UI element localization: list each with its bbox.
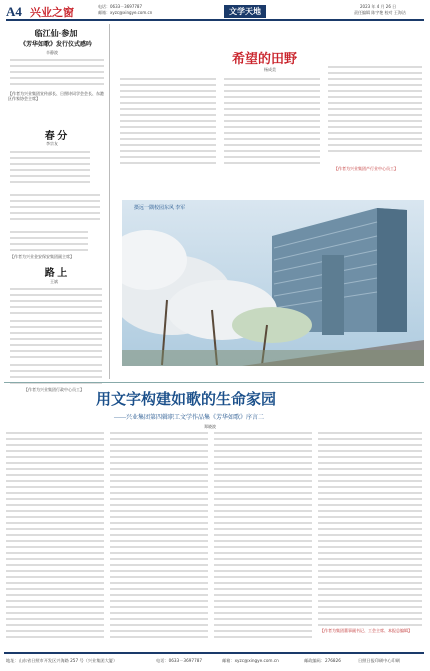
road-body-c	[10, 362, 102, 384]
footer-zip: 邮政编码：276826	[304, 658, 341, 663]
email-line: 邮箱：xyzc@xingye.com.cn	[98, 10, 153, 15]
spring-note: 【作者为兴业金安保安集团副主席】	[10, 254, 74, 259]
issue-date: 2023 年 4 月 26 日	[360, 4, 397, 9]
spring-body-b	[10, 192, 100, 224]
main-body-col3	[214, 430, 312, 642]
footer-tel: 电话：0633－3697787	[156, 658, 203, 663]
main-body-col2	[110, 430, 208, 642]
paper-logo: 兴业之窗	[30, 6, 74, 19]
footer-printer: 日照日报印刷中心印刷	[358, 658, 400, 663]
hope-body-col3	[328, 64, 422, 156]
poem-title-2: 《芳华如歌》发行仪式感吟	[19, 42, 92, 48]
column-divider	[109, 24, 110, 379]
poem-author-1: 辛静波	[46, 50, 58, 55]
road-body-b	[10, 318, 102, 358]
footer-email: 邮箱：xyzc@xingye.com.cn	[222, 658, 279, 663]
header-rule	[6, 19, 424, 21]
campus-photo	[122, 200, 424, 366]
spring-author: 李宗友	[46, 141, 58, 146]
spring-body-c	[10, 229, 88, 251]
road-author: 王斌	[50, 279, 58, 284]
editor-line: 责任编辑 陈宇艳 校对 王海洁	[354, 10, 406, 15]
photo-caption: 摄远一隅校园东风 李军	[134, 206, 186, 211]
footer	[4, 652, 424, 668]
spring-title: 春 分	[44, 131, 68, 142]
main-article	[4, 384, 424, 646]
hope-body-col1	[120, 76, 216, 166]
road-body-a	[10, 286, 102, 314]
main-subtitle: ——兴业集团第四辑职工文学作品集《芳华如歌》序言二	[114, 415, 265, 421]
masthead	[0, 0, 430, 24]
hope-author: 杨成美	[264, 67, 276, 72]
footer-address: 地址：山东省日照市开发区兴海路 257 号（兴业集团大厦）	[6, 658, 118, 663]
phone-line: 电话：0633－3697787	[98, 4, 142, 9]
page-number: A4	[6, 4, 22, 19]
main-body-col1	[6, 430, 104, 642]
poem-title-1: 临江仙·参加	[34, 29, 78, 38]
hope-note: 【作者为兴业集团产行业中心员工】	[334, 166, 398, 171]
main-body-col4	[318, 430, 422, 626]
road-note: 【作者为兴业集团行政中心员工】	[24, 387, 84, 392]
main-divider	[4, 382, 424, 383]
main-title: 用文字构建如歌的生命家园	[96, 392, 277, 408]
spring-body-a	[10, 149, 90, 187]
poem-body-1	[10, 57, 104, 87]
hope-body-col2	[224, 76, 320, 166]
road-title: 路 上	[44, 268, 68, 279]
poem-note-1: 【作者为兴业集团宣传部长、日照诗词学会会长、东港区作家协会主席】	[8, 91, 104, 101]
campus-photo-image	[122, 200, 424, 366]
hope-title: 希望的田野	[232, 51, 298, 66]
main-note: 【作者为集团董事副书记、工会主席、本报总编辑】	[320, 628, 412, 633]
column-tag: 文学天地	[224, 5, 266, 18]
main-author: 郑晓波	[204, 424, 216, 429]
